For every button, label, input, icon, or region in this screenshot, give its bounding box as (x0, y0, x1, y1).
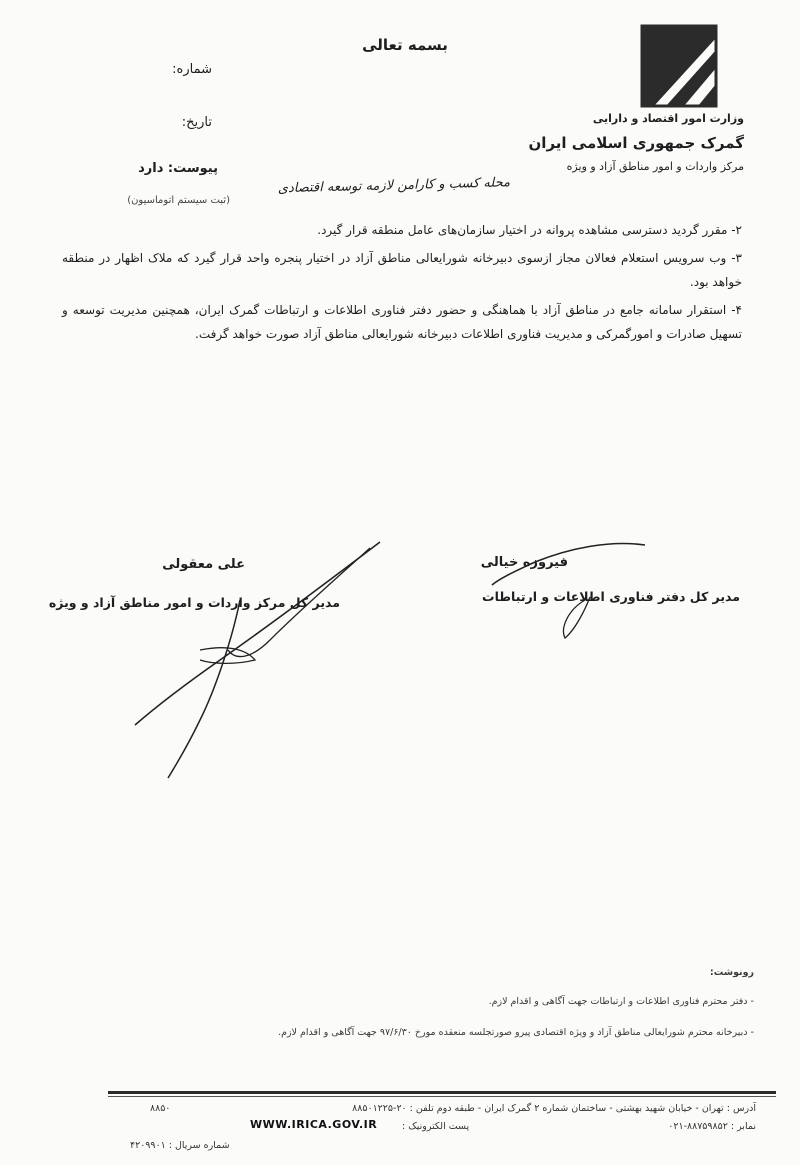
body-paragraph-2: ۲- مقرر گردید دسترسی مشاهده پروانه در اختیار سازمان‌های عامل منطقه قرار گیرد. (317, 223, 742, 237)
handwritten-note: محله کسب و کارامن لازمه توسعه اقتصادی (277, 175, 511, 197)
footer-email-label: پست الکترونیک : (402, 1121, 470, 1132)
signatory-left-name: علی معقولی (162, 557, 245, 572)
signatory-right-title: مدیر کل دفتر فناوری اطلاعات و ارتباطات (482, 589, 740, 604)
customs-name: گمرک جمهوری اسلامی ایران (528, 134, 744, 152)
attachment-label: پیوست: دارد (138, 161, 218, 176)
signatory-right-name: فیروزه خیالی (480, 555, 568, 570)
footer-fax: نمابر : ۸۸۷۵۹۸۵۲-۰۲۱ (668, 1121, 756, 1132)
serial-number: شماره سریال : ۴۲۰۹۹۰۱ (130, 1140, 230, 1151)
signatory-left-title: مدیر کل مرکز واردات و امور مناطق آزاد و ویژه (48, 595, 340, 610)
cc-item: - دبیرخانه محترم شورایعالی مناطق آزاد و ویژه اقتصادی پیرو صورتجلسه منعقده مورخ ۹۷/۶/۳۰ جهت آگاهی و اقدام لازم. (278, 1027, 754, 1038)
body-paragraph-3: ۳- وب سرویس استعلام فعالان مجاز ازسوی دبیرخانه شورایعالی مناطق آزاد در اختیار پنجره واحد قرار گیرد که ملاک اظهار در منطقه خواهد بود. (62, 251, 742, 289)
body-paragraph-4: ۴- استقرار سامانه جامع در مناطق آزاد با هماهنگی و حضور دفتر فناوری اطلاعات و ارتباطات گمرک ایران، همچنین مدیریت توسعه و تسهیل صادرات و امورگمرکی و مدیریت فناوری اطلاعات دبیرخانه شورایعالی مناطق آزاد صورت خواهد گرفت. (62, 303, 742, 341)
footer-divider (108, 1096, 776, 1097)
footer-postal-code: ۸۸۵۰ (150, 1103, 171, 1114)
attachment-note: (ثبت سیستم اتوماسیون) (127, 195, 230, 206)
cc-item: - دفتر محترم فناوری اطلاعات و ارتباطات جهت آگاهی و اقدام لازم. (488, 996, 754, 1007)
cc-heading: رونوشت: (709, 967, 754, 978)
center-name: مرکز واردات و امور مناطق آزاد و ویژه (566, 160, 744, 173)
footer-divider (108, 1091, 776, 1094)
date-label: تاریخ: (181, 115, 212, 130)
basmala: بسمه تعالی (362, 36, 448, 54)
footer-website: WWW.IRICA.GOV.IR (250, 1118, 378, 1131)
footer-address: آدرس : تهران - خیابان شهید بهشتی - ساختمان شماره ۲ گمرک ایران - طبقه دوم تلفن : ۲۰-۸۸۵۰۱۲۲۵ (352, 1103, 756, 1114)
number-label: شماره: (172, 62, 212, 77)
ministry-name: وزارت امور اقتصاد و دارایی (592, 112, 744, 125)
